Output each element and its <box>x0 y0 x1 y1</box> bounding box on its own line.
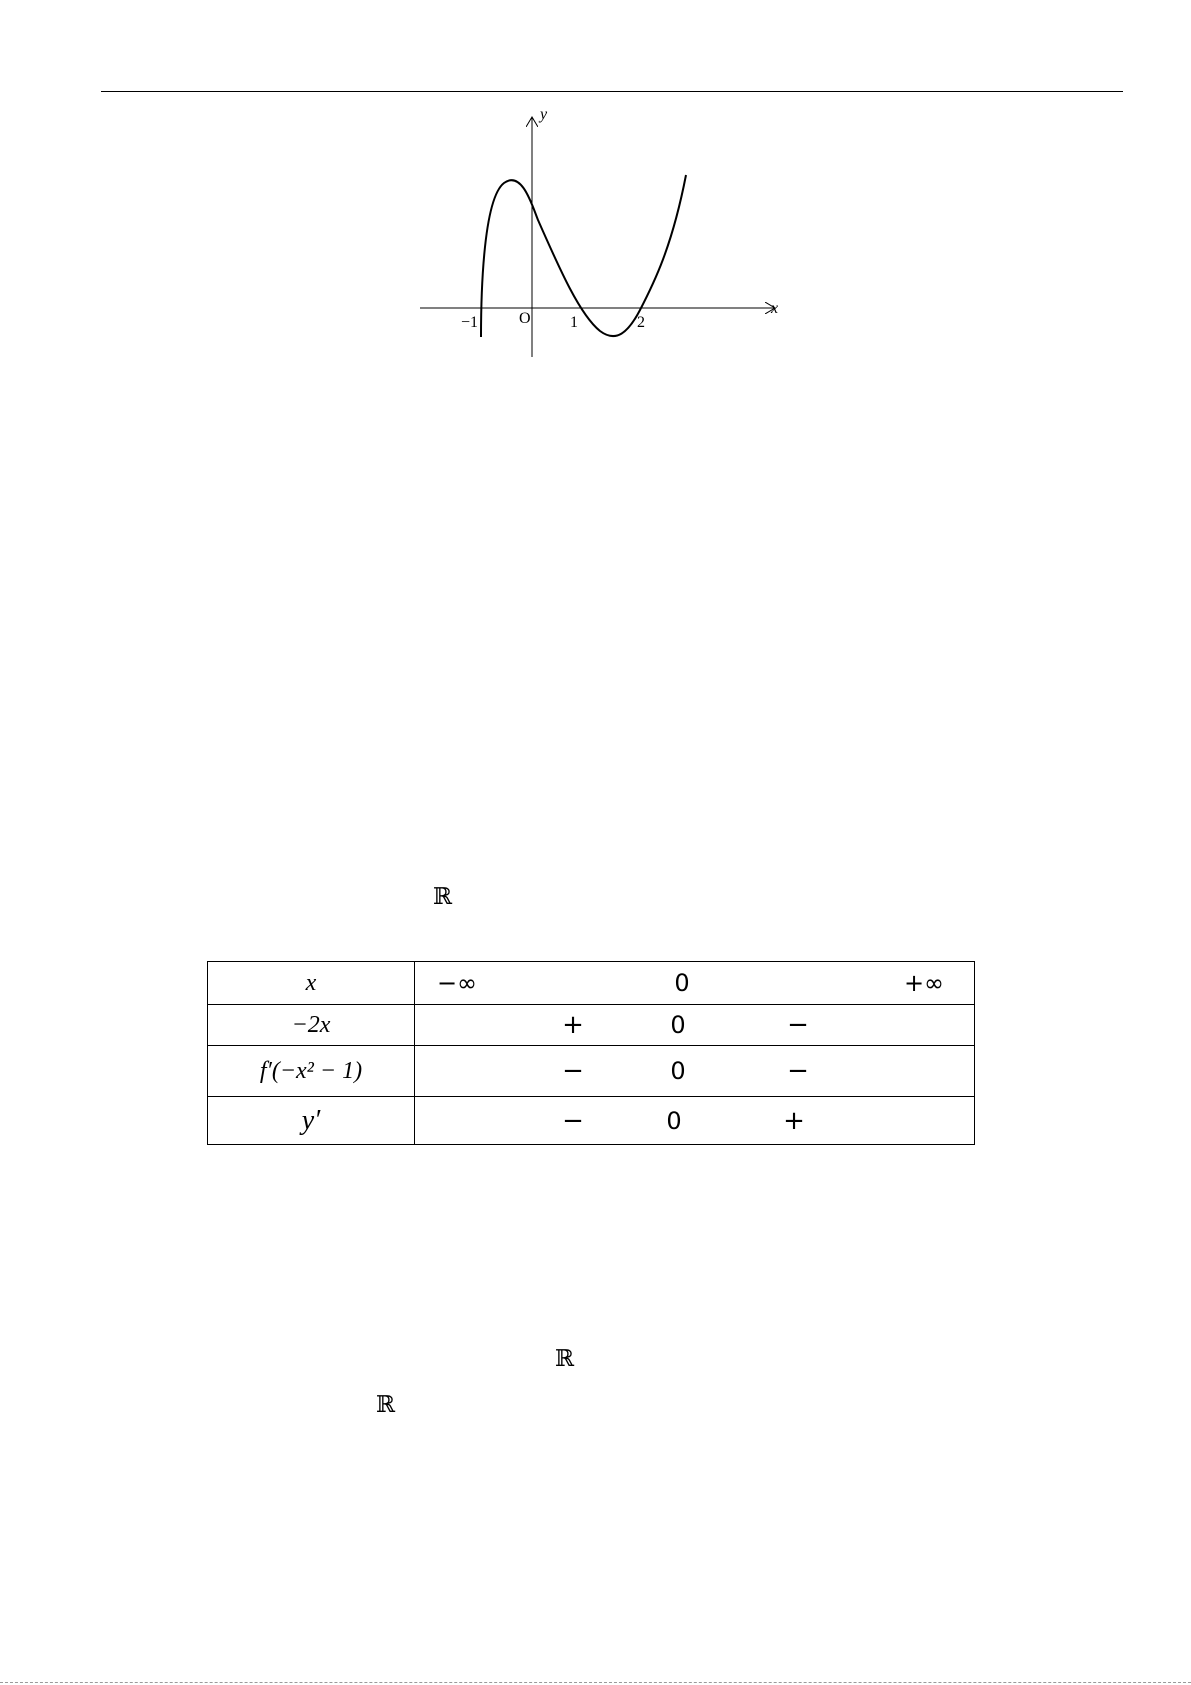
x-axis-label: x <box>771 300 779 317</box>
value-cell <box>415 962 975 1005</box>
minus-infinity: −∞ <box>436 969 478 997</box>
value-cell <box>415 1005 975 1046</box>
zero-value: 0 <box>670 1057 686 1085</box>
plus-infinity: +∞ <box>903 969 945 997</box>
real-numbers-symbol: ℝ <box>376 1392 396 1418</box>
critical-point: 0 <box>674 969 690 997</box>
table-row <box>208 1097 975 1145</box>
value-cell <box>415 1046 975 1097</box>
table-row <box>208 962 975 1005</box>
table-row <box>208 1046 975 1097</box>
value-cell <box>415 1097 975 1145</box>
x-tick-label: −1 <box>461 314 479 331</box>
sign-value: − <box>562 1105 584 1136</box>
sign-value: − <box>787 1056 809 1086</box>
curve <box>481 175 686 337</box>
y-axis-label: y <box>540 106 548 123</box>
zero-value: 0 <box>666 1106 682 1135</box>
origin-label: O <box>519 310 531 327</box>
sign-value: + <box>783 1105 805 1136</box>
sign-table <box>207 961 975 1145</box>
sign-value: − <box>787 1010 809 1040</box>
sign-value: − <box>562 1056 584 1086</box>
row-label: f′(−x² − 1) <box>208 1046 415 1097</box>
row-label: x <box>208 962 415 1005</box>
x-tick-label: 1 <box>570 314 578 331</box>
sign-value: + <box>562 1010 584 1040</box>
table-row <box>208 1005 975 1046</box>
row-label: y′ <box>208 1097 415 1145</box>
page-bottom-edge <box>0 1682 1191 1683</box>
row-label: −2x <box>208 1005 415 1046</box>
real-numbers-symbol: ℝ <box>433 884 453 910</box>
real-numbers-symbol: ℝ <box>555 1346 575 1372</box>
zero-value: 0 <box>670 1011 686 1039</box>
x-tick-label: 2 <box>637 314 645 331</box>
function-graph <box>420 105 790 365</box>
header-rule <box>101 91 1123 92</box>
